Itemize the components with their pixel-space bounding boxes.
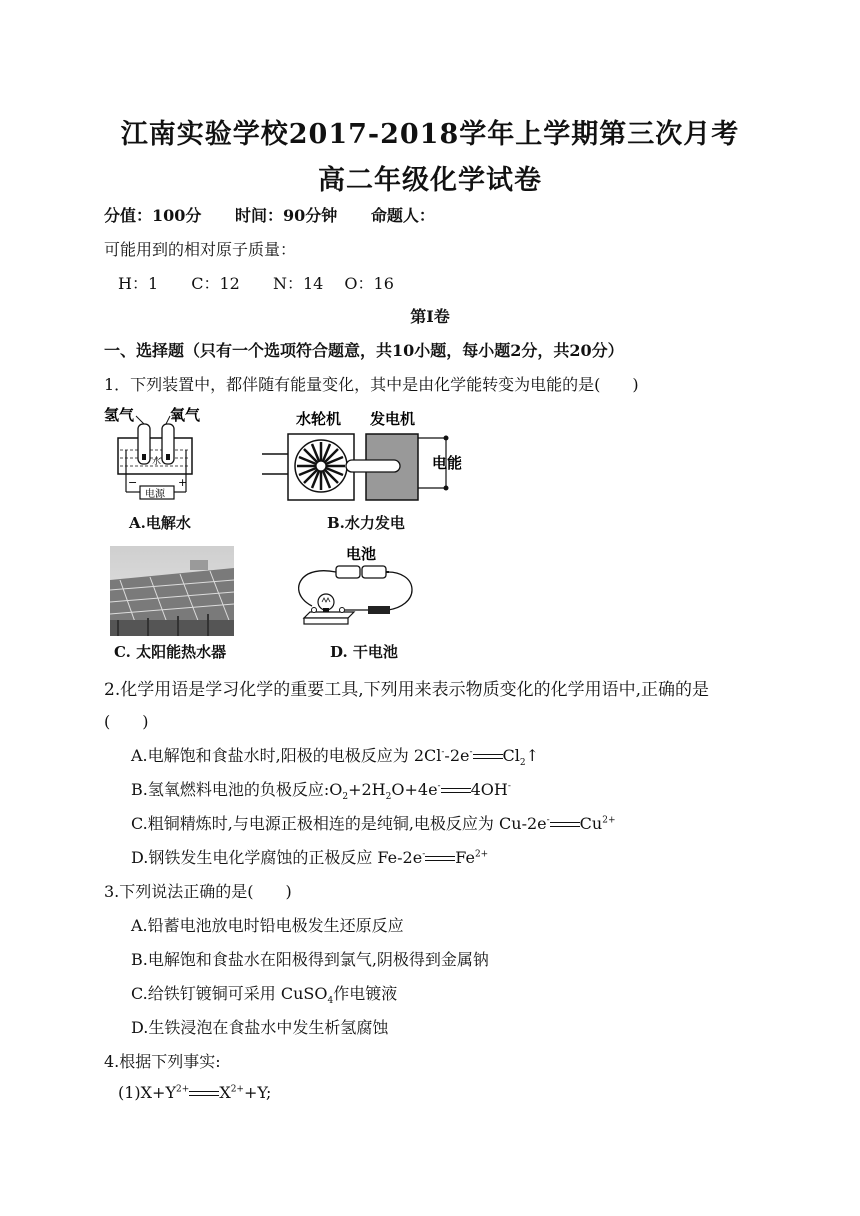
label-power-source: 电源 [145,489,165,500]
q2-stem: 2.化学用语是学习化学的重要工具,下列用来表示物质变化的化学用语中,正确的是 [104,680,710,700]
q4-fact-1: $(1)X+Y^{2+}$ $X^{2+}+Y$; [118,1083,272,1102]
electrolysis-diagram [104,404,208,508]
label-battery: 电池 [346,545,377,563]
score-info: 分值：100分 [104,206,202,225]
q2-option-d[interactable]: D.钢铁发生电化学腐蚀的正极反应 Fe-2e- $Fe^{2+}$ [131,848,489,867]
q3-option-b[interactable]: B.电解饱和食盐水在阳极得到氯气,阴极得到金属钠 [131,950,489,969]
dry-cell-circuit [290,544,420,636]
time-info: 时间：90分钟 [234,206,338,225]
exam-subtitle: 高二年级化学试卷 [318,165,542,196]
section-heading: 一、选择题（只有一个选项符合题意，共10小题，每小题2分，共20分） [104,341,624,360]
label-minus: − [128,476,138,489]
label-electric-energy: 电能 [432,454,463,472]
q4-stem: 4.根据下列事实: [104,1052,221,1071]
exam-info [104,203,435,226]
label-generator: 发电机 [370,410,416,428]
q3-option-d[interactable]: D.生铁浸泡在食盐水中发生析氢腐蚀 [131,1018,389,1037]
mass-o: O：16 [344,274,394,293]
label-water: 水 [152,457,162,467]
caption-c: C. 太阳能热水器 [114,643,227,661]
mass-h: H：1 [118,274,159,293]
label-hydrogen: 氢气 [104,406,135,424]
volume-heading: 第Ⅰ卷 [410,307,450,326]
atomic-mass-list [118,271,394,294]
caption-a: A.电解水 [129,514,191,532]
q2-paren: ( ) [104,712,149,731]
mass-n: N：14 [272,274,324,293]
q1-stem: 1．下列装置中，都伴随有能量变化，其中是由化学能转变为电能的是( ) [104,375,639,394]
exam-title: 江南实验学校2017-2018学年上学期第三次月考 [120,119,740,150]
q2-option-a[interactable]: A.电解饱和食盐水时,阳极的电极反应为 2Cl--2e- $Cl_2↑$ [131,746,540,769]
label-plus: + [178,476,188,489]
q3-option-a[interactable]: A.铅蓄电池放电时铅电极发生还原反应 [131,916,404,935]
solar-water-heater-photo [110,546,234,636]
atomic-mass-label: 可能用到的相对原子质量： [104,240,297,259]
q3-stem: 3.下列说法正确的是( ) [104,882,292,901]
caption-d: D. 干电池 [330,643,398,661]
q2-option-c[interactable]: C.粗铜精炼时,与电源正极相连的是纯铜,电极反应为 Cu-2e- $Cu^{2+}$ [131,814,616,833]
hydropower-diagram [262,408,472,508]
author-info: 命题人： [370,206,435,225]
q3-option-c[interactable]: C.给铁钉镀铜可采用 CuSO$_4$作电镀液 [131,984,398,1007]
label-oxygen: 氧气 [170,406,201,424]
caption-b: B.水力发电 [327,514,405,532]
label-turbine: 水轮机 [296,410,342,428]
q2-option-b[interactable]: B.氢氧燃料电池的负极反应$:O_2+2H_2O+4e^-$ 4OH- [131,780,511,803]
mass-c: C：12 [191,274,240,293]
